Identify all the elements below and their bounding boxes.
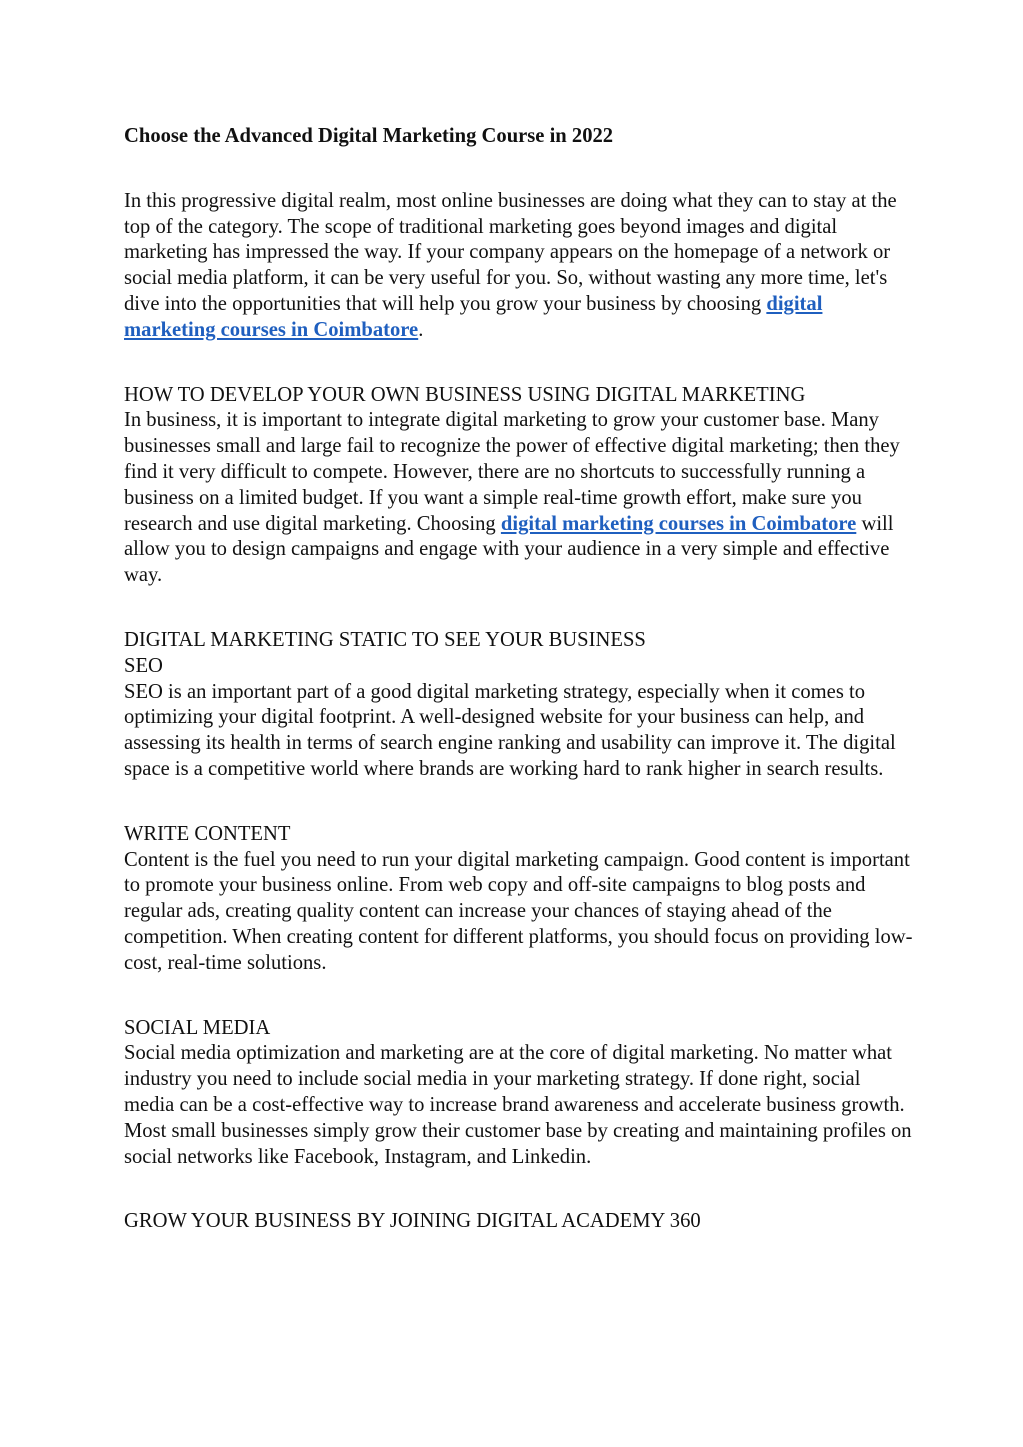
section-content — [124, 822, 914, 977]
social-media-heading: SOCIAL MEDIA — [124, 1016, 271, 1039]
closing-heading: GROW YOUR BUSINESS BY JOINING DIGITAL ACADEMY 360 — [124, 1210, 701, 1233]
section-static — [124, 628, 914, 783]
document-title: Choose the Advanced Digital Marketing Course in 2022 — [124, 125, 614, 147]
seo-paragraph: SEO is an important part of a good digital marketing strategy, especially when it comes to optimizing your digital footprint. A well-designed website for your business can help, and assessing its health in terms of search engine ranking and usability can improve it. The digital space is a competitive world where brands are working hard to rank higher in search results. — [124, 680, 896, 780]
section-social — [124, 1016, 914, 1171]
section-static-heading: DIGITAL MARKETING STATIC TO SEE YOUR BUSINESS — [124, 628, 646, 651]
coimbatore-course-link-2[interactable]: digital marketing courses in Coimbatore — [500, 512, 857, 535]
coimbatore-course-link-1[interactable]: digital marketing courses in Coimbatore — [124, 292, 823, 341]
section-develop-text-end: will allow you to design campaigns and engage with your audience in a very simple and effective way. — [124, 512, 894, 587]
intro-text: In this progressive digital realm, most online businesses are doing what they can to stay at the top of the category. The scope of traditional marketing goes beyond images and digital marketing has impressed the way. If your company appears on the homepage of a network or social media platform, it can be very useful for you. So, without wasting any more time, let's dive into the opportunities that will help you grow your business by choosing — [124, 189, 897, 315]
social-media-paragraph: Social media optimization and marketing are at the core of digital marketing. No matter what industry you need to include social media in your marketing strategy. If done right, social media can be a cost-effective way to increase brand awareness and accelerate business growth. Most small businesses simply grow their customer base by creating and maintaining profiles on social networks like Facebook, Instagram, and Linkedin. — [124, 1042, 912, 1168]
intro-paragraph — [124, 189, 914, 344]
seo-subheading: SEO — [124, 654, 163, 677]
section-develop-paragraph — [124, 408, 914, 589]
section-develop-text: In business, it is important to integrate digital marketing to grow your customer base. Many businesses small and large fail to recognize the power of effective digital marketing; then they find it very difficult to compete. However, there are no shortcuts to successfully running a business on a limited budget. If you want a simple real-time growth effort, make sure you research and use digital marketing. Choosing — [124, 409, 900, 535]
write-content-paragraph: Content is the fuel you need to run your digital marketing campaign. Good content is important to promote your business online. From web copy and off-site campaigns to blog posts and regular ads, creating quality content can increase your chances of staying ahead of the competition. When creating content for different platforms, you should focus on providing low-cost, real-time solutions. — [124, 848, 913, 974]
write-content-heading: WRITE CONTENT — [124, 822, 291, 845]
intro-text-end: . — [418, 318, 424, 341]
section-develop-heading: HOW TO DEVELOP YOUR OWN BUSINESS USING DIGITAL MARKETING — [124, 383, 806, 406]
document-body — [124, 124, 914, 1235]
section-develop — [124, 383, 914, 589]
